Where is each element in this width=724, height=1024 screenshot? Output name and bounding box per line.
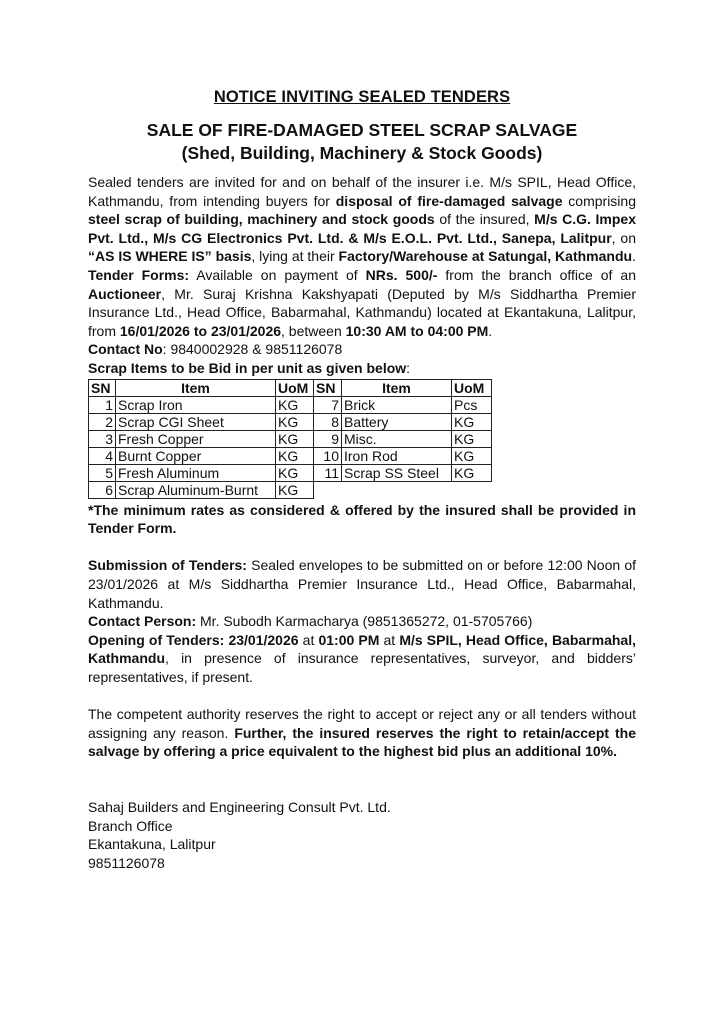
tender-forms-paragraph [88, 266, 636, 340]
notice-subtitle-scope: (Shed, Building, Machinery & Stock Goods) [181, 143, 543, 163]
item-uom: KG [276, 447, 314, 464]
intro-scrap-scope: steel scrap of building, machinery and stock goods [88, 211, 435, 228]
item-uom: KG [452, 413, 492, 430]
form-availability-dates: 16/01/2026 to 23/01/2026 [119, 322, 282, 339]
contact-person-text: Mr. Subodh Karmacharya (9851365272, 01-5705766) [196, 613, 533, 630]
spacer [88, 686, 636, 705]
scrap-items-heading-text: Scrap Items to be Bid in per unit as given below [88, 359, 407, 376]
contact-person-label: Contact Person: [88, 613, 197, 630]
intro-paragraph [88, 173, 636, 266]
item-sn: 4 [89, 447, 116, 464]
table-row [89, 481, 492, 498]
intro-text: . [632, 248, 636, 265]
intro-text: , on [611, 229, 636, 246]
tender-forms-text: Available on payment of [189, 266, 366, 283]
item-uom: KG [452, 464, 492, 481]
tender-forms-text: , Mr. Suraj Krishna Kakshyapati (Deputed by M/s Siddhartha Premier Insurance Ltd., Head Office, Babarmahal, Kathmandu) located at Ekantakuna, Lalitpur, from [88, 285, 636, 339]
item-sn: 8 [314, 413, 342, 430]
item-name: Scrap CGI Sheet [116, 413, 276, 430]
item-uom: KG [452, 447, 492, 464]
column-header-uom: UoM [276, 379, 314, 396]
contact-person-line [88, 612, 636, 631]
signature-block [88, 798, 636, 872]
empty-cell [342, 481, 452, 498]
item-name: Misc. [342, 430, 452, 447]
opening-label: Opening of Tenders: [88, 631, 225, 648]
table-row [89, 396, 492, 413]
item-uom: Pcs [452, 396, 492, 413]
scrap-items-table [88, 379, 492, 499]
item-sn: 6 [89, 481, 116, 498]
item-uom: KG [276, 481, 314, 498]
table-row [89, 447, 492, 464]
opening-text: at [379, 631, 400, 648]
item-sn: 2 [89, 413, 116, 430]
item-name: Scrap Iron [116, 396, 276, 413]
spacer [88, 761, 636, 780]
item-name: Brick [342, 396, 452, 413]
form-fee: NRs. 500/- [365, 266, 438, 283]
opening-paragraph [88, 631, 636, 687]
contact-no-label: Contact No [88, 341, 163, 358]
item-name: Burnt Copper [116, 447, 276, 464]
opening-text: , in presence of insurance representatives, surveyor, and bidders’ representatives, if present. [88, 650, 636, 685]
notice-subtitle: SALE OF FIRE-DAMAGED STEEL SCRAP SALVAGE [146, 120, 578, 140]
tender-forms-label: Tender Forms: [88, 266, 190, 283]
notice-title: NOTICE INVITING SEALED TENDERS [213, 88, 511, 106]
notice-body [88, 173, 636, 872]
submission-paragraph [88, 556, 636, 612]
tender-forms-text: from the branch office of an [437, 266, 636, 283]
submission-text: Sealed envelopes to be submitted on or before 12:00 Noon of 23/01/2026 at M/s Siddhartha Premier Insurance Ltd., Head Office, Babarmahal, Kathmandu. [88, 557, 636, 611]
tender-forms-text: . [488, 322, 493, 339]
signature-phone: 9851126078 [88, 854, 165, 871]
item-sn: 1 [89, 396, 116, 413]
insured-retention-clause: Further, the insured reserves the right to retain/accept the salvage by offering a price equivalent to the highest bid plus an additional 10%. [88, 724, 636, 760]
item-sn: 3 [89, 430, 116, 447]
opening-time: 01:00 PM [318, 631, 380, 648]
item-uom: KG [276, 413, 314, 430]
min-rates-note-text: *The minimum rates as considered & offered by the insured shall be provided in Tender Form. [88, 501, 636, 537]
opening-venue: M/s SPIL, Head Office, Babarmahal, Kathmandu [88, 631, 636, 667]
signature-company: Sahaj Builders and Engineering Consult Pvt. Ltd. [88, 799, 391, 816]
tender-forms-text: , between [281, 322, 346, 339]
contact-no-line [88, 340, 636, 359]
scrap-items-heading [88, 359, 636, 378]
reservation-paragraph [88, 705, 636, 761]
table-row [89, 413, 492, 430]
form-availability-hours: 10:30 AM to 04:00 PM [345, 322, 489, 339]
intro-disposal: disposal of fire-damaged salvage [335, 192, 563, 209]
item-sn: 7 [314, 396, 342, 413]
item-name: Iron Rod [342, 447, 452, 464]
reservation-text: The competent authority reserves the right to accept or reject any or all tenders without assigning any reason. [88, 706, 636, 741]
colon: : [162, 341, 167, 358]
spacer [88, 538, 636, 557]
auctioneer-label: Auctioneer [88, 285, 162, 302]
item-name: Scrap Aluminum-Burnt [116, 481, 276, 498]
intro-text: , lying at their [251, 248, 339, 265]
item-uom: KG [276, 430, 314, 447]
opening-date: 23/01/2026 [224, 631, 299, 648]
opening-text: at [298, 631, 319, 648]
table-row [89, 430, 492, 447]
item-uom: KG [452, 430, 492, 447]
spacer [88, 779, 636, 798]
item-sn: 9 [314, 430, 342, 447]
column-header-item: Item [116, 379, 276, 396]
min-rates-note [88, 501, 636, 538]
table-row [89, 464, 492, 481]
submission-label: Submission of Tenders: [88, 557, 247, 574]
intro-text: comprising [562, 192, 636, 209]
signature-address: Ekantakuna, Lalitpur [88, 836, 216, 853]
item-sn: 10 [314, 447, 342, 464]
table-header-row [89, 379, 492, 396]
column-header-uom: UoM [452, 379, 492, 396]
item-name: Fresh Aluminum [116, 464, 276, 481]
column-header-sn: SN [89, 379, 116, 396]
item-name: Fresh Copper [116, 430, 276, 447]
column-header-sn: SN [314, 379, 342, 396]
item-sn: 11 [314, 464, 342, 481]
signature-office: Branch Office [88, 817, 173, 834]
insured-parties: M/s C.G. Impex Pvt. Ltd., M/s CG Electronics Pvt. Ltd. & M/s E.O.L. Pvt. Ltd., Sanepa, Lalitpur [88, 211, 636, 246]
item-sn: 5 [89, 464, 116, 481]
colon: : [406, 359, 411, 376]
item-uom: KG [276, 464, 314, 481]
as-is-basis: “AS IS WHERE IS” basis [88, 248, 252, 265]
item-uom: KG [276, 396, 314, 413]
column-header-item: Item [342, 379, 452, 396]
item-name: Battery [342, 413, 452, 430]
item-name: Scrap SS Steel [342, 464, 452, 481]
salvage-location: Factory/Warehouse at Satungal, Kathmandu [338, 248, 633, 265]
intro-text: Sealed tenders are invited for and on behalf of the insurer i.e. M/s SPIL, Head Office, Kathmandu, from intending buyers for [88, 174, 636, 209]
empty-cell [452, 481, 492, 498]
intro-text: of the insured, [434, 211, 535, 228]
empty-cell [314, 481, 342, 498]
contact-no-value: 9840002928 & 9851126078 [166, 341, 343, 358]
